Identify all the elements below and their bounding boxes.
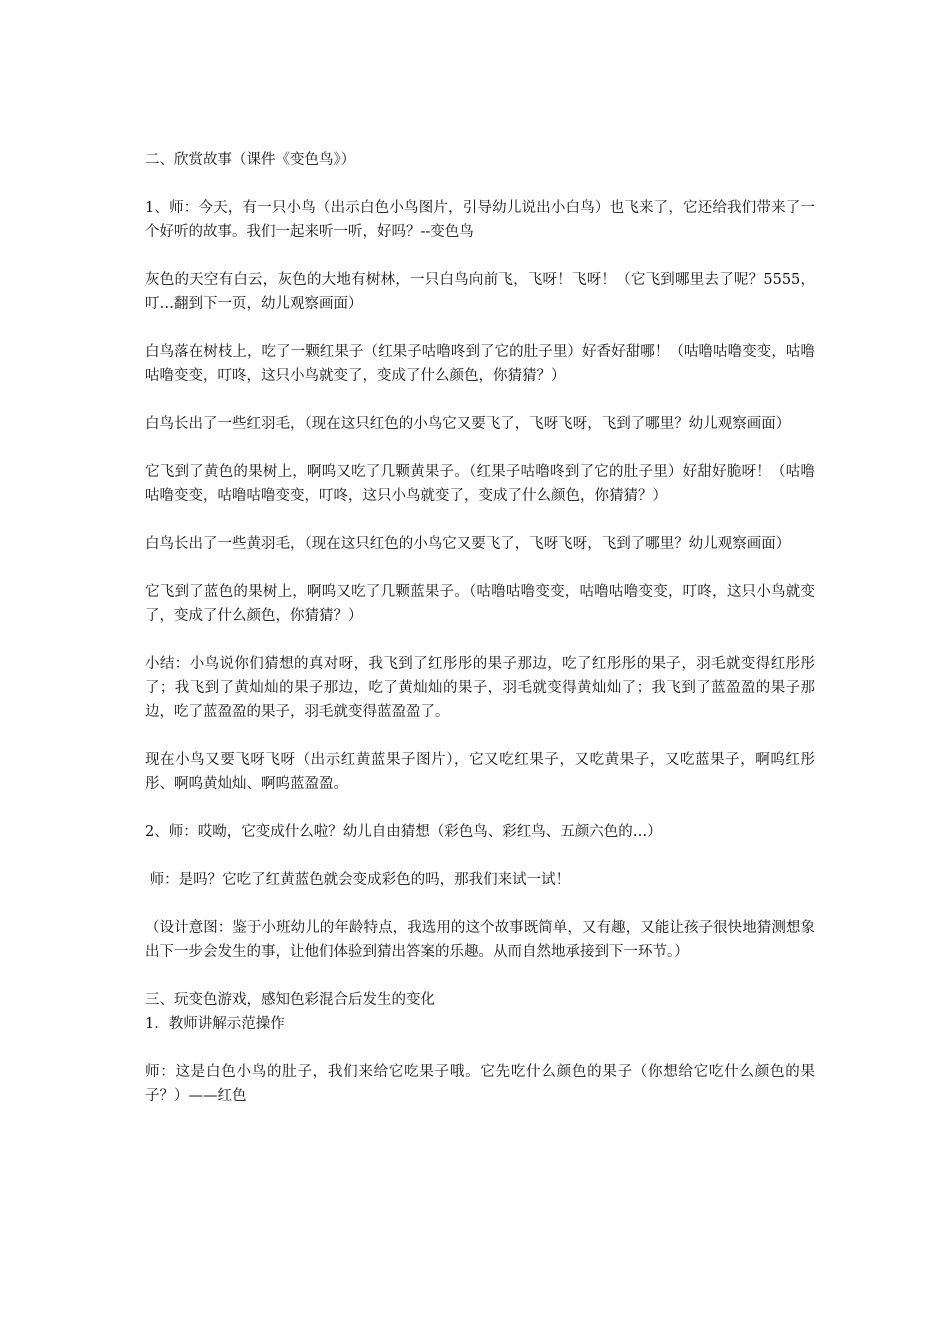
section-heading-2: 二、欣赏故事（课件《变色鸟》）	[145, 152, 356, 168]
paragraph-teacher-question: 2、师：哎呦，它变成什么啦？幼儿自由猜想（彩色鸟、彩红鸟、五颜六色的…）	[145, 824, 662, 840]
paragraph-story-2: 白鸟落在树枝上，吃了一颗红果子（红果子咕噜咚到了它的肚子里）好香好甜哪！（咕噜咕噜变变，咕噜咕噜变变，叮咚，这只小鸟就变了，变成了什么颜色，你猜猜？）	[145, 344, 815, 384]
paragraph-teacher-reply: 师：是吗？它吃了红黄蓝色就会变成彩色的吗，那我们来试一试！	[145, 872, 571, 888]
paragraph-story-1: 灰色的天空有白云，灰色的大地有树林，一只白鸟向前飞，飞呀！飞呀！（它飞到哪里去了呢？5555，叮…翻到下一页，幼儿观察画面）	[145, 272, 815, 312]
paragraph-summary: 小结：小鸟说你们猜想的真对呀，我飞到了红彤彤的果子那边，吃了红彤彤的果子，羽毛就变得红彤彤了；我飞到了黄灿灿的果子那边，吃了黄灿灿的果子，羽毛就变得黄灿灿了；我飞到了蓝盈盈的果子那边，吃了蓝盈盈的果子，羽毛就变得蓝盈盈了。	[145, 656, 815, 720]
paragraph-story-5: 白鸟长出了一些黄羽毛，（现在这只红色的小鸟它又要飞了，飞呀飞呀，飞到了哪里？幼儿观察画面）	[145, 536, 791, 552]
section-heading-3: 三、玩变色游戏，感知色彩混合后发生的变化	[145, 992, 435, 1008]
paragraph-story-7: 现在小鸟又要飞呀飞呀（出示红黄蓝果子图片），它又吃红果子，又吃黄果子，又吃蓝果子，啊呜红彤彤、啊呜黄灿灿、啊呜蓝盈盈。	[145, 752, 815, 792]
paragraph-story-6: 它飞到了蓝色的果树上，啊呜又吃了几颗蓝果子。（咕噜咕噜变变，咕噜咕噜变变，叮咚，这只小鸟就变了，变成了什么颜色，你猜猜？）	[145, 584, 815, 624]
paragraph-teacher-demo: 师：这是白色小鸟的肚子，我们来给它吃果子哦。它先吃什么颜色的果子（你想给它吃什么颜色的果子？）——红色	[145, 1064, 815, 1104]
subsection-heading-1: 1．教师讲解示范操作	[145, 1016, 285, 1032]
paragraph-design-intent: （设计意图：鉴于小班幼儿的年龄特点，我选用的这个故事既简单，又有趣，又能让孩子很快地猜测想象出下一步会发生的事，让他们体验到猜出答案的乐趣。从而自然地承接到下一环节。）	[145, 920, 815, 960]
paragraph-story-3: 白鸟长出了一些红羽毛，（现在这只红色的小鸟它又要飞了，飞呀飞呀，飞到了哪里？幼儿观察画面）	[145, 416, 791, 432]
paragraph-story-4: 它飞到了黄色的果树上，啊呜又吃了几颗黄果子。（红果子咕噜咚到了它的肚子里）好甜好脆呀！（咕噜咕噜变变，咕噜咕噜变变，叮咚，这只小鸟就变了，变成了什么颜色，你猜猜？）	[145, 464, 815, 504]
document-body	[145, 148, 815, 1132]
paragraph-teacher-intro: 1、师：今天，有一只小鸟（出示白色小鸟图片，引导幼儿说出小白鸟）也飞来了，它还给我们带来了一个好听的故事。我们一起来听一听，好吗？--变色鸟	[145, 200, 815, 240]
